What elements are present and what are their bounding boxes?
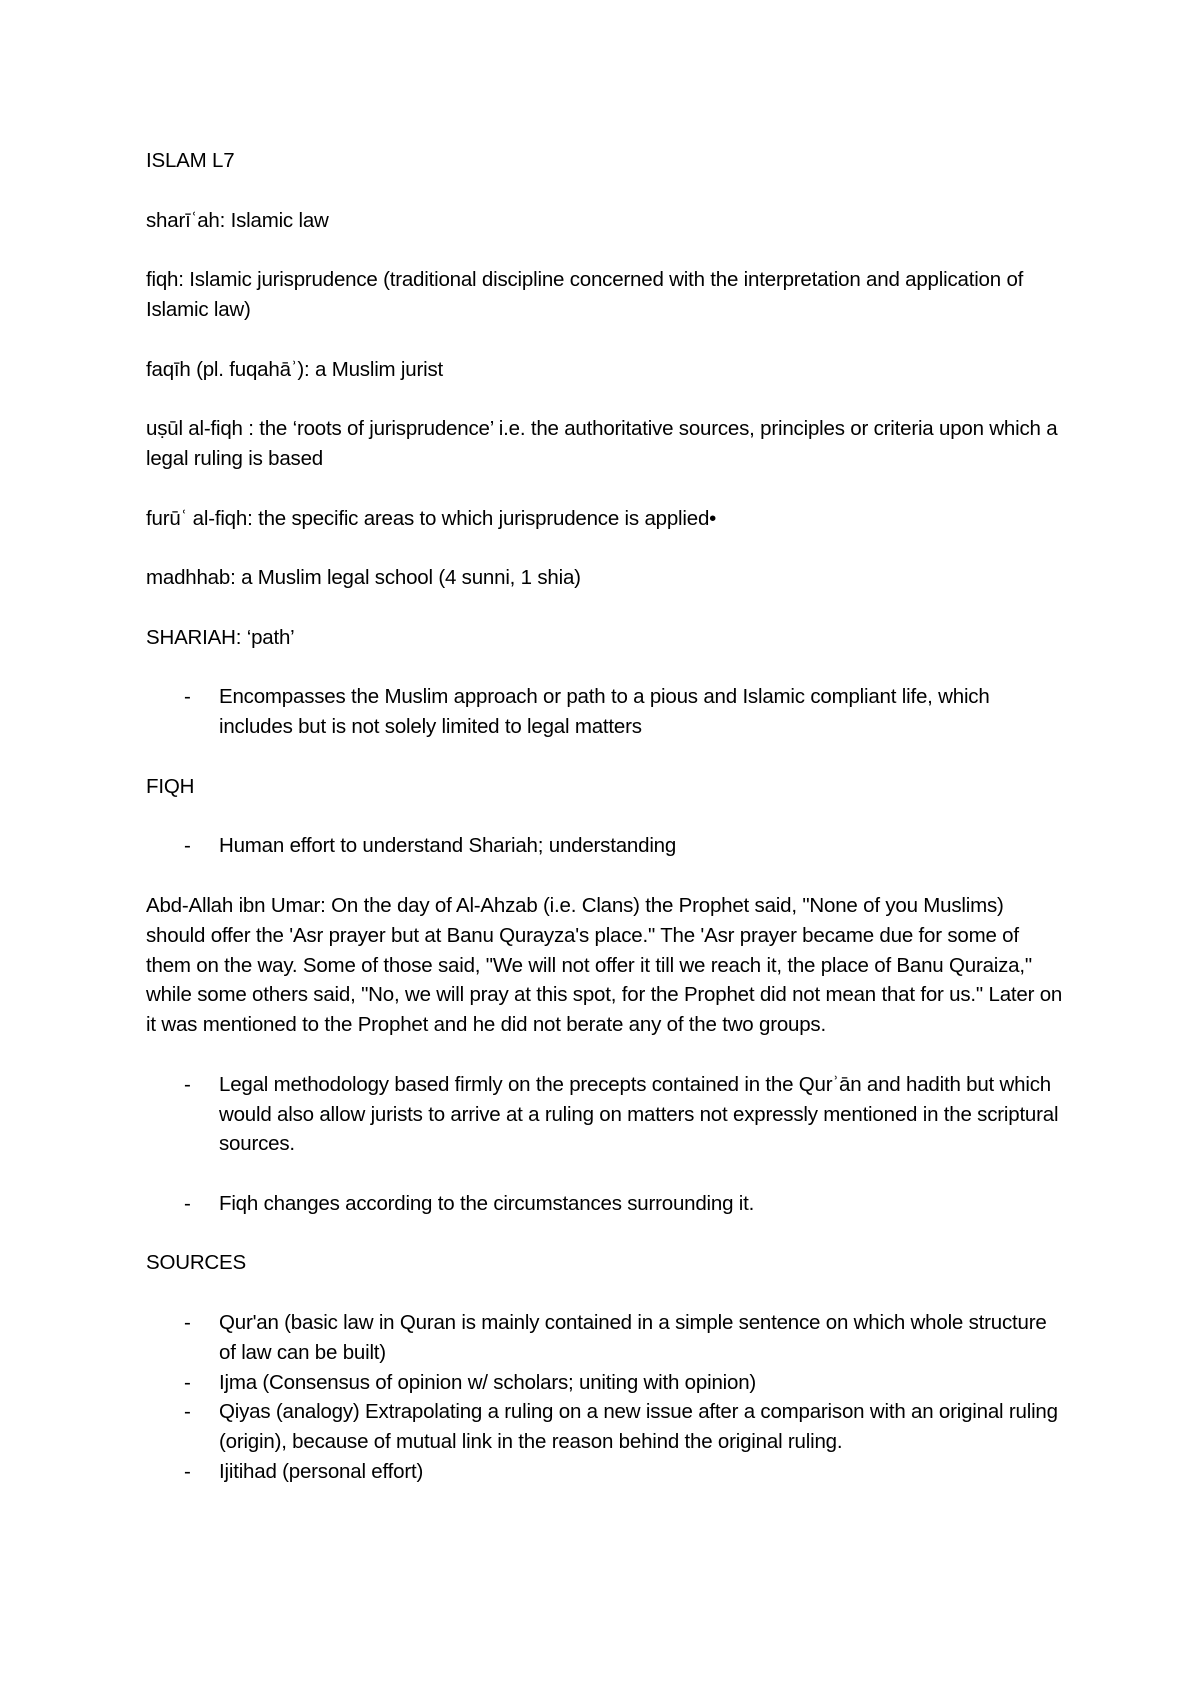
bullet-dash: - [184,1311,191,1335]
definition-usul-al-fiqh: uṣūl al-fiqh : the ‘roots of jurisprudence’ i.e. the authoritative sources, principles or criteria upon which a legal ruling is based [146,417,1058,470]
bullet-dash: - [184,1400,191,1424]
shariah-bullet [146,682,1066,742]
definition-fiqh: fiqh: Islamic jurisprudence (traditional discipline concerned with the interpretation and application of Islamic law) [146,268,1024,321]
bullet-text: Ijma (Consensus of opinion w/ scholars; uniting with opinion) [219,1370,757,1394]
bullet-text: Legal methodology based firmly on the precepts contained in the Qurʾān and hadith but which would also allow jurists to arrive at a ruling on matters not expressly mentioned in the scriptural sources. [219,1072,1059,1156]
bullet-dash: - [184,1370,191,1394]
document-title: ISLAM L7 [146,149,235,172]
bullet-text: Encompasses the Muslim approach or path to a pious and Islamic compliant life, which includes but is not solely limited to legal matters [219,685,990,739]
source-item-ijma [146,1368,1066,1398]
fiqh-bullet [146,831,1066,861]
bullet-dash: - [184,1072,191,1096]
document-page [146,146,1066,1487]
source-item-ijtihad [146,1457,1066,1487]
fiqh-bullet [146,1189,1066,1219]
definition-shariah: sharīʿah: Islamic law [146,208,329,232]
bullet-text: Fiqh changes according to the circumstances surrounding it. [219,1191,755,1215]
definition-furu-al-fiqh: furūʿ al-fiqh: the specific areas to which jurisprudence is applied• [146,506,717,530]
sources-list [146,1308,1066,1487]
hadith-quote: Abd-Allah ibn Umar: On the day of Al-Ahzab (i.e. Clans) the Prophet said, "None of you Muslims) should offer the 'Asr prayer but at Banu Qurayza's place." The 'Asr prayer became due for some of them on the way. Some of those said, "We will not offer it till we reach it, the place of Banu Quraiza," while some others said, "No, we will pray at this spot, for the Prophet did not mean that for us." Later on it was mentioned to the Prophet and he did not berate any of the two groups. [146,893,1063,1037]
source-item-quran [146,1308,1066,1368]
sources-heading: SOURCES [146,1251,246,1275]
definition-faqih: faqīh (pl. fuqahāʾ): a Muslim jurist [146,357,443,381]
source-item-qiyas [146,1397,1066,1457]
bullet-text: Qiyas (analogy) Extrapolating a ruling on a new issue after a comparison with an original ruling (origin), because of mutual link in the reason behind the original ruling. [219,1400,1058,1454]
bullet-text: Ijitihad (personal effort) [219,1460,424,1484]
fiqh-bullet [146,1070,1066,1159]
bullet-dash: - [184,834,191,858]
bullet-dash: - [184,685,191,709]
bullet-dash: - [184,1460,191,1484]
definition-madhhab: madhhab: a Muslim legal school (4 sunni, 1 shia) [146,566,581,590]
shariah-heading: SHARIAH: ‘path’ [146,625,295,649]
bullet-dash: - [184,1191,191,1215]
bullet-text: Human effort to understand Shariah; understanding [219,834,677,858]
fiqh-heading: FIQH [146,774,195,798]
bullet-text: Qur'an (basic law in Quran is mainly contained in a simple sentence on which whole structure of law can be built) [219,1311,1047,1364]
